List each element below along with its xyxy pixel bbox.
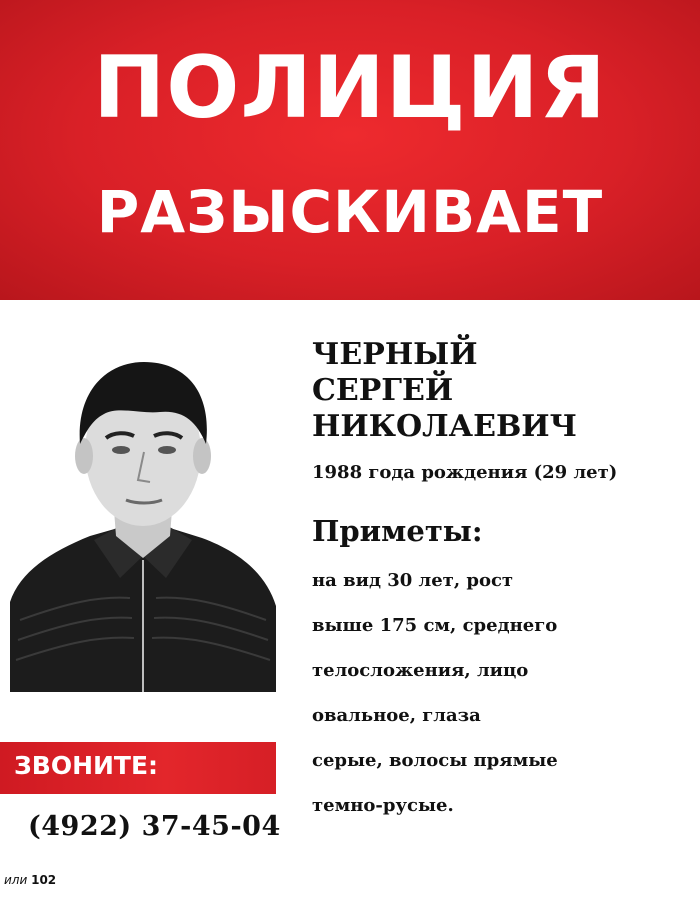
alt-or-label: или <box>4 873 28 887</box>
signs-line: темно-русые. <box>312 795 454 816</box>
header-banner <box>0 0 700 300</box>
signs-line: серые, волосы прямые <box>312 750 558 771</box>
signs-line: на вид 30 лет, рост <box>312 570 514 591</box>
alt-contact <box>4 873 56 887</box>
alt-number: 102 <box>31 873 57 887</box>
call-banner <box>0 742 276 794</box>
first-name: СЕРГЕЙ <box>312 373 454 408</box>
signs-line: овальное, глаза <box>312 705 481 726</box>
birth-info: 1988 года рождения (29 лет) <box>312 462 618 483</box>
signs-title: Приметы: <box>312 514 483 548</box>
suspect-photo <box>10 340 276 692</box>
call-label: ЗВОНИТЕ: <box>14 751 159 780</box>
banner-title-wanted: РАЗЫСКИВАЕТ <box>96 178 604 246</box>
signs-line: телосложения, лицо <box>312 660 529 681</box>
signs-line: выше 175 см, среднего <box>312 615 558 636</box>
banner-title-police: ПОЛИЦИЯ <box>93 38 607 138</box>
phone-number: (4922) 37-45-04 <box>28 811 281 842</box>
patronymic: НИКОЛАЕВИЧ <box>312 409 578 444</box>
signs-list <box>312 558 697 828</box>
surname: ЧЕРНЫЙ <box>312 337 478 372</box>
